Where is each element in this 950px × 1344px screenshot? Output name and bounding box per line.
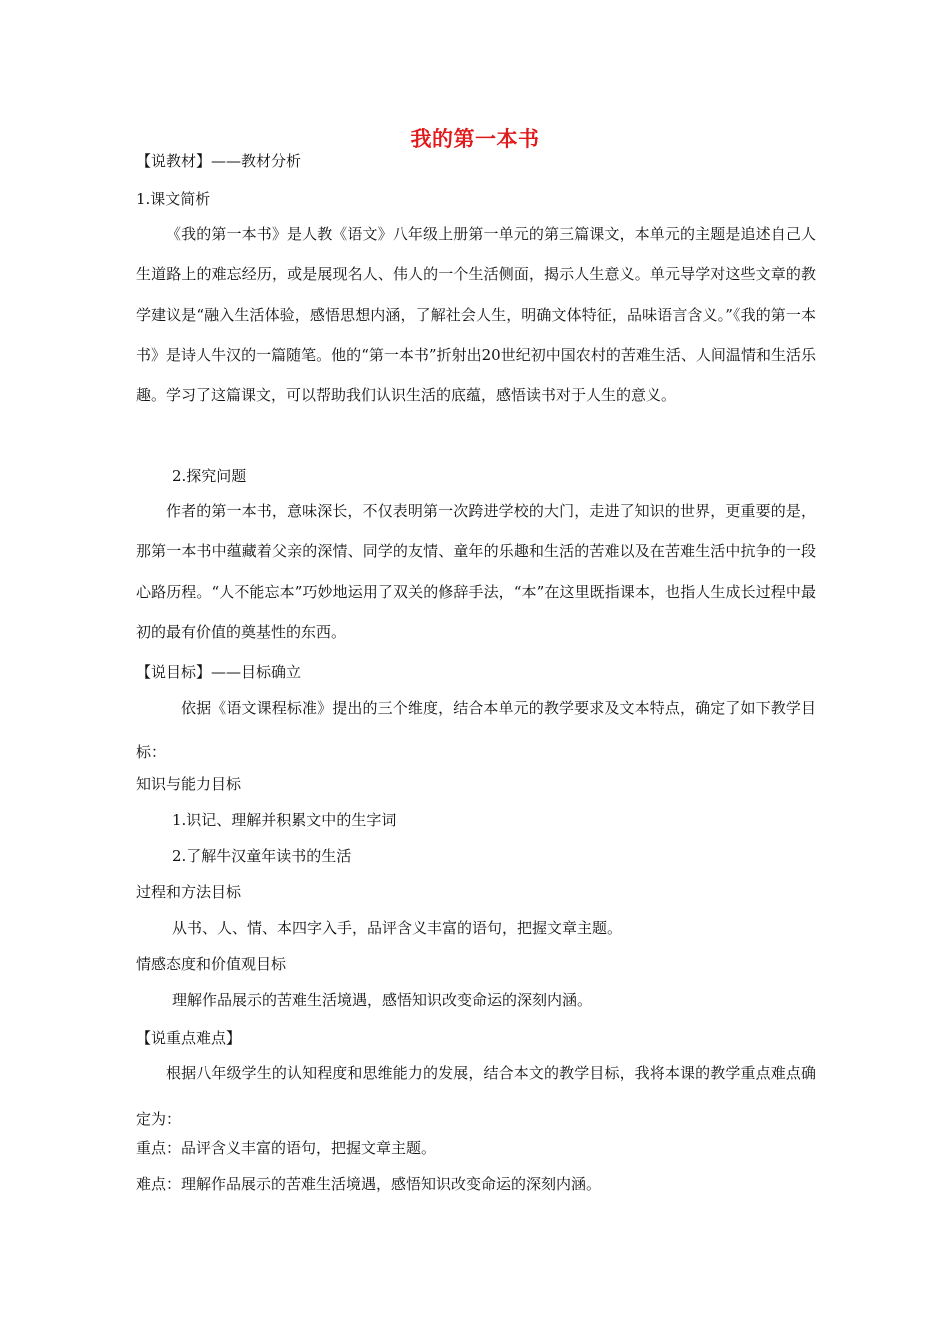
emotion-goal-text: 理解作品展示的苦难生活境遇，感悟知识改变命运的深刻内涵。 — [172, 991, 593, 1009]
heading-emotion-goals: 情感态度和价值观目标 — [136, 955, 287, 973]
paragraph-key-points-intro: 根据八年级学生的认知程度和思维能力的发展，结合本文的教学目标，我将本课的教学重点难点确定为： — [136, 1064, 816, 1128]
process-goal-text: 从书、人、情、本四字入手，品评含义丰富的语句，把握文章主题。 — [172, 919, 623, 937]
heading-knowledge-goals: 知识与能力目标 — [136, 775, 242, 793]
knowledge-item-2: 2.了解牛汉童年读书的生活 — [172, 847, 352, 865]
knowledge-item-1: 1.识记、理解并积累文中的生字词 — [172, 811, 397, 829]
heading-process-goals: 过程和方法目标 — [136, 883, 242, 901]
difficulty-text: 难点：理解作品展示的苦难生活境遇，感悟知识改变命运的深刻内涵。 — [136, 1175, 602, 1193]
paragraph-inquiry: 作者的第一本书，意味深长，不仅表明第一次跨进学校的大门，走进了知识的世界，更重要的是，那第一本书中蕴藏着父亲的深情、同学的友情、童年的乐趣和生活的苦难以及在苦难生活中抗争的一段心路历程。“人不能忘本”巧妙地运用了双关的修辞手法，“本”在这里既指课本，也指人生成长过程中最初的最有价值的奠基性的东西。 — [136, 502, 816, 641]
section-heading-textbook: 【说教材】——教材分析 — [136, 152, 302, 170]
paragraph-goals-intro: 依据《语文课程标准》提出的三个维度，结合本单元的教学要求及文本特点，确定了如下教学目标： — [136, 699, 816, 761]
paragraph-text-analysis: 《我的第一本书》是人教《语文》八年级上册第一单元的第三篇课文，本单元的主题是追述自己人生道路上的难忘经历，或是展现名人、伟人的一个生活侧面，揭示人生意义。单元导学对这些文章的教学建议是“融入生活体验，感悟思想内涵，了解社会人生，明确文体特征，品味语言含义。”《我的第一本书》是诗人牛汉的一篇随笔。他的“第一本书”折射出20世纪初中国农村的苦难生活、人间温情和生活乐趣。学习了这篇课文，可以帮助我们认识生活的底蕴，感悟读书对于人生的意义。 — [136, 225, 816, 405]
section-heading-goals: 【说目标】——目标确立 — [136, 663, 302, 681]
key-point-text: 重点：品评含义丰富的语句，把握文章主题。 — [136, 1139, 437, 1157]
subheading-text-analysis: 1.课文简析 — [136, 190, 211, 208]
section-heading-key-points: 【说重点难点】 — [136, 1029, 242, 1047]
document-title: 我的第一本书 — [410, 127, 540, 151]
subheading-inquiry: 2.探究问题 — [172, 467, 247, 485]
